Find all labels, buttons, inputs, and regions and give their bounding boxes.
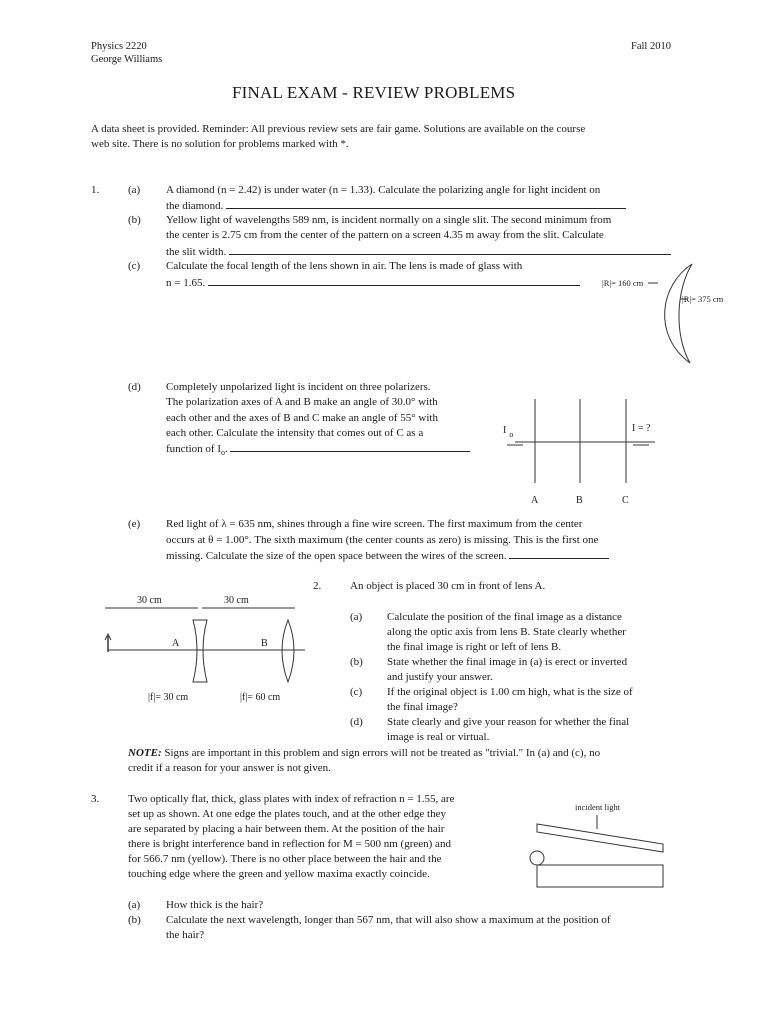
- distance-2-label: 30 cm: [224, 595, 249, 606]
- p3-line-4: there is bright interference band in reflection for M = 500 nm (green) and: [128, 838, 451, 850]
- polarizer-c-label: C: [622, 495, 629, 506]
- problem-2-number: 2.: [313, 580, 322, 592]
- problem-1-number: 1.: [91, 184, 100, 196]
- lens-a-diverging: [193, 620, 207, 682]
- p2b-label: (b): [350, 656, 363, 668]
- p1b-line-1: Yellow light of wavelengths 589 nm, is incident normally on a single slit. The second minimum from: [166, 214, 612, 226]
- p1e-line-2: occurs at θ = 1.00°. The sixth maximum (the center counts as zero) is missing. This is the first one: [166, 534, 599, 546]
- p3-line-3: are separated by placing a hair between them. At the position of the hair: [128, 823, 445, 835]
- polarizer-diagram: [495, 395, 675, 510]
- intro-line-1: A data sheet is provided. Reminder: All previous review sets are fair game. Solutions are available on the course: [91, 123, 586, 135]
- incident-light-label: incident light: [575, 802, 621, 812]
- p2b-line-2: and justify your answer.: [387, 671, 493, 683]
- p1a-line-1: A diamond (n = 2.42) is under water (n = 1.33). Calculate the polarizing angle for light incident on: [166, 184, 601, 196]
- p2d-line-1: State clearly and give your reason for whether the final: [387, 716, 630, 728]
- p2a-line-1: Calculate the position of the final image as a distance: [387, 611, 622, 623]
- instructor-name: George Williams: [91, 54, 163, 65]
- p3-line-5: for 566.7 nm (yellow). There is no other place between the hair and the: [128, 853, 442, 865]
- lens-b-label: B: [261, 638, 268, 649]
- p3b-label: (b): [128, 914, 141, 926]
- output-intensity-label: I = ?: [632, 423, 651, 434]
- p3-line-2: set up as shown. At one edge the plates touch, and at the other edge they: [128, 808, 446, 820]
- p2d-label: (d): [350, 716, 363, 728]
- hair: [530, 851, 544, 865]
- answer-blank[interactable]: [509, 548, 609, 559]
- p2c-label: (c): [350, 686, 363, 698]
- answer-blank[interactable]: [229, 244, 671, 255]
- lens-a-focal-length: |f|= 30 cm: [148, 692, 189, 703]
- p1e-line-1: Red light of λ = 635 nm, shines through a fine wire screen. The first maximum from the center: [166, 518, 583, 530]
- bottom-plate: [537, 865, 663, 887]
- p2a-label: (a): [350, 611, 363, 623]
- p2-intro: An object is placed 30 cm in front of lens A.: [350, 580, 546, 592]
- p3b-line-2: the hair?: [166, 929, 205, 941]
- answer-blank[interactable]: [226, 198, 626, 209]
- p1e-label: (e): [128, 518, 141, 530]
- top-plate: [537, 824, 663, 852]
- p3-line-6: touching edge where the green and yellow maxima exactly coincide.: [128, 868, 430, 880]
- lens-a-label: A: [172, 638, 180, 649]
- p1d-line-1: Completely unpolarized light is incident on three polarizers.: [166, 381, 431, 393]
- p1d-line-5: function of $I_o$.: [166, 441, 470, 461]
- io-label: I $_o$: [503, 425, 514, 439]
- p2c-line-1: If the original object is 1.00 cm high, what is the size of: [387, 686, 633, 698]
- intro-line-2: web site. There is no solution for problems marked with *.: [91, 138, 349, 150]
- p2-note-line-2: credit if a reason for your answer is not given.: [128, 762, 331, 774]
- p1c-line-2: n = 1.65.: [166, 275, 580, 292]
- distance-1-label: 30 cm: [137, 595, 162, 606]
- p1b-line-2: the center is 2.75 cm from the center of the pattern on a screen 4.35 m away from the slit. Calculate: [166, 229, 604, 241]
- p3a-label: (a): [128, 899, 141, 911]
- p1b-line-3: the slit width.: [166, 244, 671, 261]
- polarizer-b-label: B: [576, 495, 583, 506]
- p1b-label: (b): [128, 214, 141, 226]
- p1c-label: (c): [128, 260, 141, 272]
- p1d-line-4: each other. Calculate the intensity that comes out of C as a: [166, 427, 424, 439]
- p3a-text: How thick is the hair?: [166, 899, 264, 911]
- p2b-line-1: State whether the final image in (a) is erect or inverted: [387, 656, 628, 668]
- answer-blank[interactable]: [208, 275, 580, 286]
- p2c-line-2: the final image?: [387, 701, 458, 713]
- p2a-line-3: the final image is right or left of lens B.: [387, 641, 562, 653]
- lens-b-focal-length: |f|= 60 cm: [240, 692, 281, 703]
- lens-inner-surface: [679, 264, 692, 363]
- p1d-label: (d): [128, 381, 141, 393]
- p1d-line-3: each other and the axes of B and C make an angle of 55° with: [166, 412, 438, 424]
- r1-label: |R|= 160 cm: [602, 278, 644, 288]
- page-title: FINAL EXAM - REVIEW PROBLEMS: [232, 83, 516, 102]
- p1c-line-1: Calculate the focal length of the lens shown in air. The lens is made of glass with: [166, 260, 523, 272]
- two-lens-diagram: [100, 588, 310, 708]
- polarizer-a-label: A: [531, 495, 539, 506]
- answer-blank[interactable]: [230, 441, 470, 452]
- p2-note-line-1: NOTE: Signs are important in this problem and sign errors will not be treated as "trivial." In (a) and (c), no: [128, 747, 601, 759]
- p2d-line-2: image is real or virtual.: [387, 731, 490, 743]
- p1a-label: (a): [128, 184, 141, 196]
- lens-outer-surface: [665, 264, 692, 363]
- meniscus-lens-diagram: [600, 255, 750, 375]
- p1d-line-2: The polarization axes of A and B make an angle of 30.0° with: [166, 396, 438, 408]
- term: Fall 2010: [631, 41, 671, 52]
- p2a-line-2: along the optic axis from lens B. State clearly whether: [387, 626, 626, 638]
- course-name: Physics 2220: [91, 41, 147, 52]
- p3b-line-1: Calculate the next wavelength, longer than 567 nm, that will also show a maximum at the position of: [166, 914, 611, 926]
- p3-line-1: Two optically flat, thick, glass plates with index of refraction n = 1.55, are: [128, 793, 455, 805]
- p1a-line-2: the diamond.: [166, 198, 626, 215]
- wedge-plates-diagram: [525, 800, 675, 895]
- r2-label: |R|= 375 cm: [682, 294, 724, 304]
- p1e-line-3: missing. Calculate the size of the open space between the wires of the screen.: [166, 548, 609, 565]
- lens-b-converging: [282, 620, 294, 682]
- problem-3-number: 3.: [91, 793, 100, 805]
